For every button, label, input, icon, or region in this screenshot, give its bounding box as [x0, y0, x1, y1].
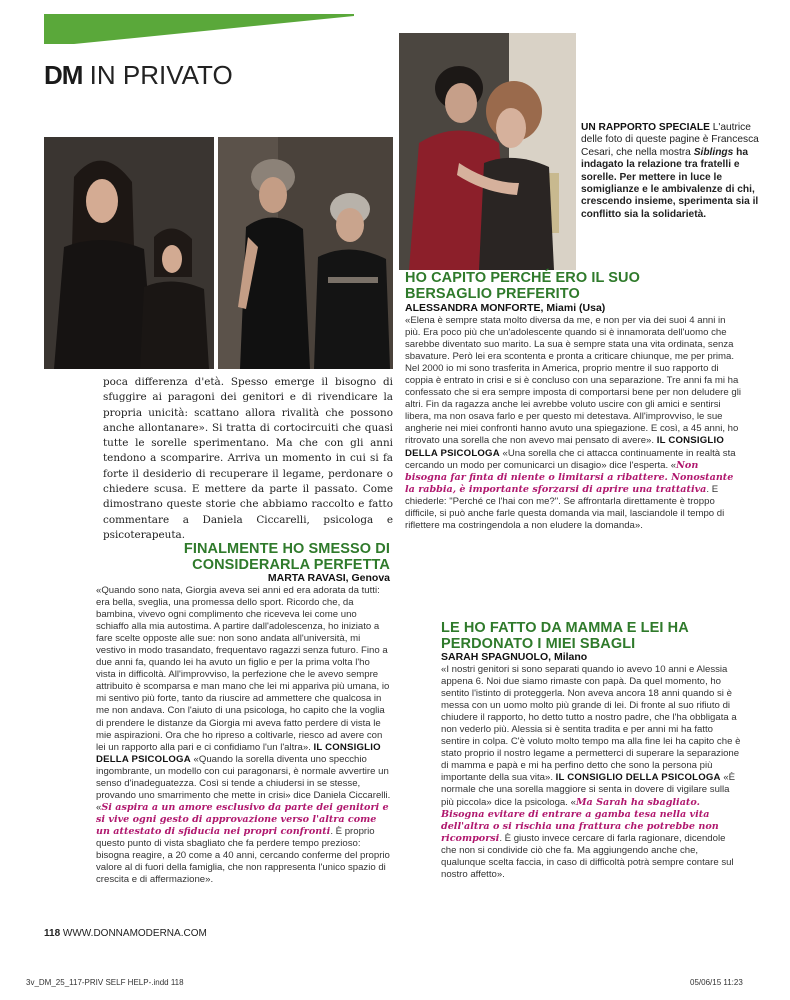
section-title: IN PRIVATO — [89, 60, 233, 90]
caption-body-1: L'autrice delle foto di queste pagine è Francesca Cesari, che nella mostra — [581, 122, 759, 158]
psychologist-advice-text: «Quando la sorella diventa uno specchio ingombrante, un modello con cui paragonarsi, è normale avvertire un senso d'inadeguatezza. Così si tende a chiudersi in se stesse, provando uno smarrimento che mette in crisi» dice Daniela Ciccarelli. « — [96, 753, 391, 813]
story-title-spagnuolo: LE HO FATTO DA MAMMA E LEI HA PERDONATO I MIEI SBAGLI — [441, 620, 689, 652]
photo-sisters-right — [218, 137, 393, 369]
psychologist-advice-text: «È normale che una sorella maggiore si senta in dovere di vigilare sulla più piccola» dice la psicologa. « — [441, 772, 736, 808]
psychologist-advice-text-end: . È proprio questo punto di vista sbagliato che fa perdere tempo prezioso: bisogna reagire, a 20 come a 40 anni, cercando conferme del proprio valore al di fuori della famiglia, che non rappresenta l'unico spazio di crescita e di affermazione». — [96, 825, 390, 886]
story-author-spagnuolo: SARAH SPAGNUOLO, Milano — [441, 651, 588, 663]
brand-logo: DM — [44, 60, 83, 90]
story-title-monforte: HO CAPITO PERCHÉ ERO IL SUO BERSAGLIO PREFERITO — [405, 270, 641, 302]
page-folio — [44, 928, 207, 939]
story-body-spagnuolo — [441, 664, 741, 881]
psychologist-advice-text-end: . È giusto invece cercare di farla ragionare, dicendole che non si condivide ciò che fa. Ma aggiungendo anche che, qualunque scelta faccia, in caso di difficoltà potrà sempre contare sul nostro affetto». — [441, 832, 734, 880]
section-header — [44, 60, 233, 91]
print-slug-date: 05/06/15 11:23 — [690, 978, 743, 987]
story-author-ravasi: MARTA RAVASI, Genova — [267, 572, 390, 584]
story-body-ravasi — [96, 585, 392, 886]
print-slug-filename: 3v_DM_25_117-PRIV SELF HELP-.indd 118 — [26, 978, 184, 987]
story-title-ravasi: FINALMENTE HO SMESSO DI CONSIDERARLA PERFETTA — [183, 541, 390, 573]
page-number: 118 — [44, 928, 61, 939]
photo-sisters-embrace — [399, 33, 576, 270]
caption-title: UN RAPPORTO SPECIALE — [581, 122, 710, 133]
psychologist-advice-label: IL CONSIGLIO DELLA PSICOLOGA — [405, 435, 724, 459]
photo-sisters-left — [44, 137, 214, 369]
psychologist-advice-label: IL CONSIGLIO DELLA PSICOLOGA — [555, 772, 721, 784]
story-text: «I nostri genitori si sono separati quando io avevo 10 anni e Alessia appena 6. Noi due siamo rimaste con papà. Da quel momento, ho sentito l'istinto di proteggerla. Non aveva ancora 18 anni quando si è messa con un uomo molto più grande di lei. Di fronte al suo rifiuto di chiudere il rapporto, ho detto tutto a nostro padre, che l'ha obbligata a non vederlo più. Alessia si è sentita tradita e per anni mi ha fatto sentire in colpa. C'è voluto molto tempo ma alla fine lei ha capito che è stato proprio il nostro legame a permetterci di superare la separazione di mamma e papà e mi ha perfino detto che sono la persona più importante della sua vita». — [441, 664, 741, 784]
pull-quote: Ma Sarah ha sbagliato. Bisogna evitare di entrare a gamba tesa nella vita dell'altra o si rischia una frattura che potrebbe non ricomporsi — [441, 796, 719, 844]
psychologist-advice-text-end: . E chiederle: "Perché ce l'hai con me?". Se affrontarla direttamente è troppo difficile, si può anche farle questa domanda via mail, lasciandole il tempo di riflettere ma costringendola a non eludere la domanda». — [405, 483, 725, 531]
psychologist-advice-text: «Una sorella che ci attacca continuamente in realtà sta cercando un modo per comunicarci un disagio» dice l'esperta. « — [405, 447, 736, 471]
photo-caption — [581, 122, 761, 221]
story-body-monforte — [405, 315, 742, 532]
story-text: «Elena è sempre stata molto diversa da me, e non per via dei suoi 4 anni in più. Era poco più che un'adolescente quando si è innamorata dell'uomo che sarebbe diventato suo marito. La sua è sempre stata una vita ordinata, senza sbavature. Però lei era scontenta e pronta a criticare chiunque, me per prima. Nel 2000 io mi sono trasferita in America, proprio mentre il suo rapporto di coppia è entrato in crisi e si è concluso con una separazione. Tre anni fa mi ha confessato che si era sempre imposta di comportarsi bene per non deludere gli altri. Fin da ragazza anche lei avrebbe voluto uscire con gli amici e sentirsi libera, ma non osava farlo e per questo mi detestava. All'improvviso, le sue angherie nei miei confronti hanno avuto una spiegazione. E così, a 45 anni, ho ritrovato una sorella che non avevo mai pensato di avere». — [405, 315, 741, 447]
story-text: «Quando sono nata, Giorgia aveva sei anni ed era adorata da tutti: era bella, sveglia, una promessa dello sport. Ricordo che, da bambina, vivevo ogni complimento che riceveva lei come uno schiaffo alla mia autostima. A partire dall'adolescenza, ho iniziato a fare scelte opposte alle sue: non sono andata all'università, mi vestivo in modo trasandato, frequentavo ragazzi senza futuro. Fino a due anni fa, quando lei ha avuto un figlio e per la prima volta l'ho vista in difficoltà. All'improvviso, la perfezione che le avevo sempre attribuito è scomparsa e man mano che lei mi appariva più umana, io mi sentivo più forte, tanto da riuscire ad ammettere che qualcosa in me non andava. Con l'aiuto di una psicologa, ho capito che la voglia di prendere le distanze da Giorgia mi aveva fatto perdere di vista le mie aspirazioni. Ora che ho ripreso a coltivarle, riesco ad avere con lei un rapporto alla pari e ci confidiamo l'un l'altra». — [96, 585, 390, 753]
header-green-bar — [44, 14, 354, 44]
site-url[interactable]: WWW.DONNAMODERNA.COM — [62, 928, 207, 939]
intro-paragraph: poca differenza d'età. Spesso emerge il bisogno di sfuggire ai paragoni dei genitori e di rivendicare la propria unicità: scattano allora rivalità che possono anche allontanare». Si tratta di cortocircuiti che quasi tutte le sorelle sperimentano. Ma che con gli anni tendono a scomparire. Arriva un momento in cui si fa forte il desiderio di recuperare il legame, perdonare o chiedere scusa. E mettere da parte il passato. Come dimostrano queste storie che abbiamo raccolto e fatto commentare a Daniela Ciccarelli, psicologa e psicoterapeuta. — [103, 376, 393, 541]
pull-quote: Si aspira a un amore esclusivo da parte dei genitori e si vive ogni gesto di approvazione verso l'altra come un attestato di sfiducia nei propri confronti — [96, 801, 389, 837]
psychologist-advice-label: IL CONSIGLIO DELLA PSICOLOGA — [96, 741, 381, 765]
caption-body-2: ha indagato la relazione tra fratelli e sorelle. Per mettere in luce le somiglianze e le ambivalenze di chi, crescendo insieme, sperimenta sia il conflitto sia la solidarietà. — [581, 146, 759, 220]
story-author-monforte: ALESSANDRA MONFORTE, Miami (Usa) — [405, 302, 606, 314]
caption-exhibit-title: Siblings — [693, 146, 734, 158]
pull-quote: Non bisogna far finta di niente o limitarsi a ribattere. Nonostante la rabbia, è importante sforzarsi di aprire una trattativa — [405, 459, 734, 495]
